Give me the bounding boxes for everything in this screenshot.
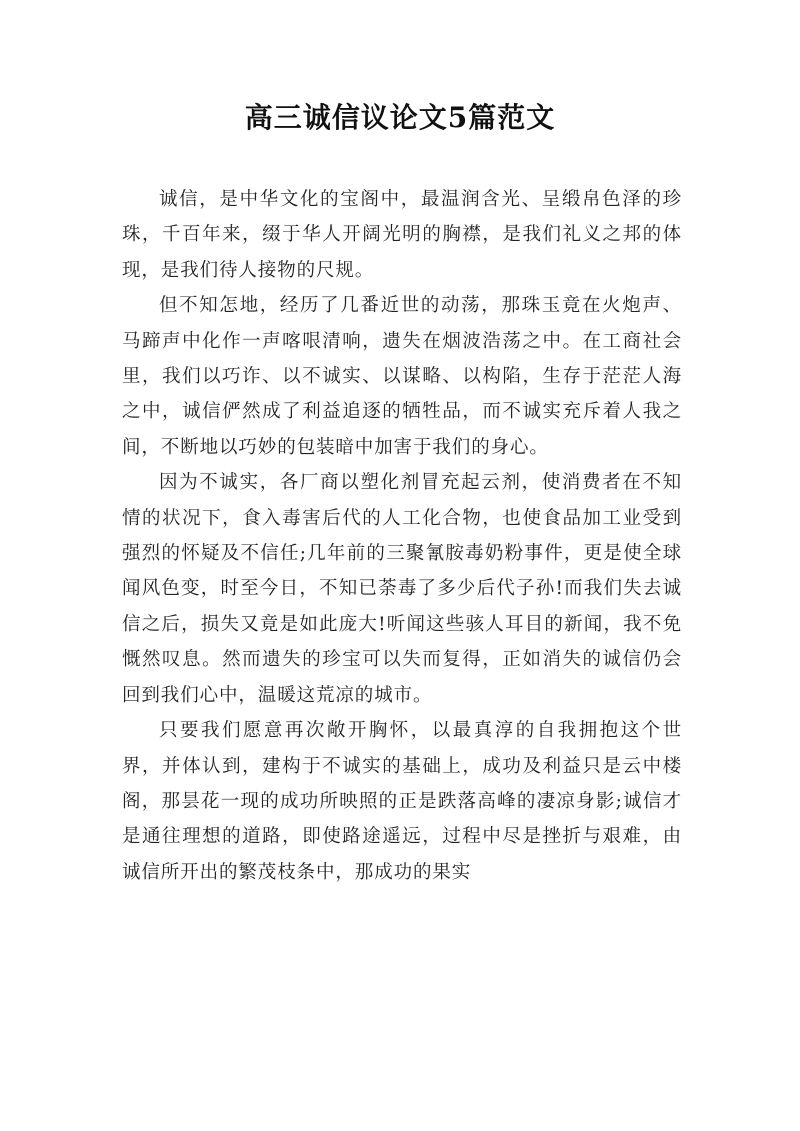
paragraph-3: 因为不诚实，各厂商以塑化剂冒充起云剂，使消费者在不知情的状况下，食入毒害后代的人工化合物，也使食品加工业受到强烈的怀疑及不信任;几年前的三聚氰胺毒奶粉事件，更是使全球闻风色变，时至今日，不知已荼毒了多少后代子孙!而我们失去诚信之后，损失又竟是如此庞大!听闻这些骇人耳目的新闻，我不免慨然叹息。然而遗失的珍宝可以失而复得，正如消失的诚信仍会回到我们心中，温暖这荒凉的城市。: [122, 472, 682, 706]
document-body: [122, 182, 682, 890]
document-title: 高三诚信议论文5篇范文: [244, 101, 556, 134]
paragraph-1: 诚信，是中华文化的宝阁中，最温润含光、呈缎帛色泽的珍珠，千百年来，缀于华人开阔光明的胸襟，是我们礼义之邦的体现，是我们待人接物的尺规。: [122, 189, 682, 281]
paragraph-2: 但不知怎地，经历了几番近世的动荡，那珠玉竟在火炮声、马蹄声中化作一声喀哏清响，遗失在烟波浩荡之中。在工商社会里，我们以巧诈、以不诚实、以谋略、以构陷，生存于茫茫人海之中，诚信俨然成了利益追逐的牺牲品，而不诚实充斥着人我之间，不断地以巧妙的包装暗中加害于我们的身心。: [122, 295, 682, 458]
paragraph-4: 只要我们愿意再次敞开胸怀，以最真淳的自我拥抱这个世界，并体认到，建构于不诚实的基础上，成功及利益只是云中楼阁，那昙花一现的成功所映照的正是跌落高峰的凄凉身影;诚信才是通往理想的道路，即使路途遥远，过程中尽是挫折与艰难，由诚信所开出的繁茂枝条中，那成功的果实: [122, 720, 682, 883]
